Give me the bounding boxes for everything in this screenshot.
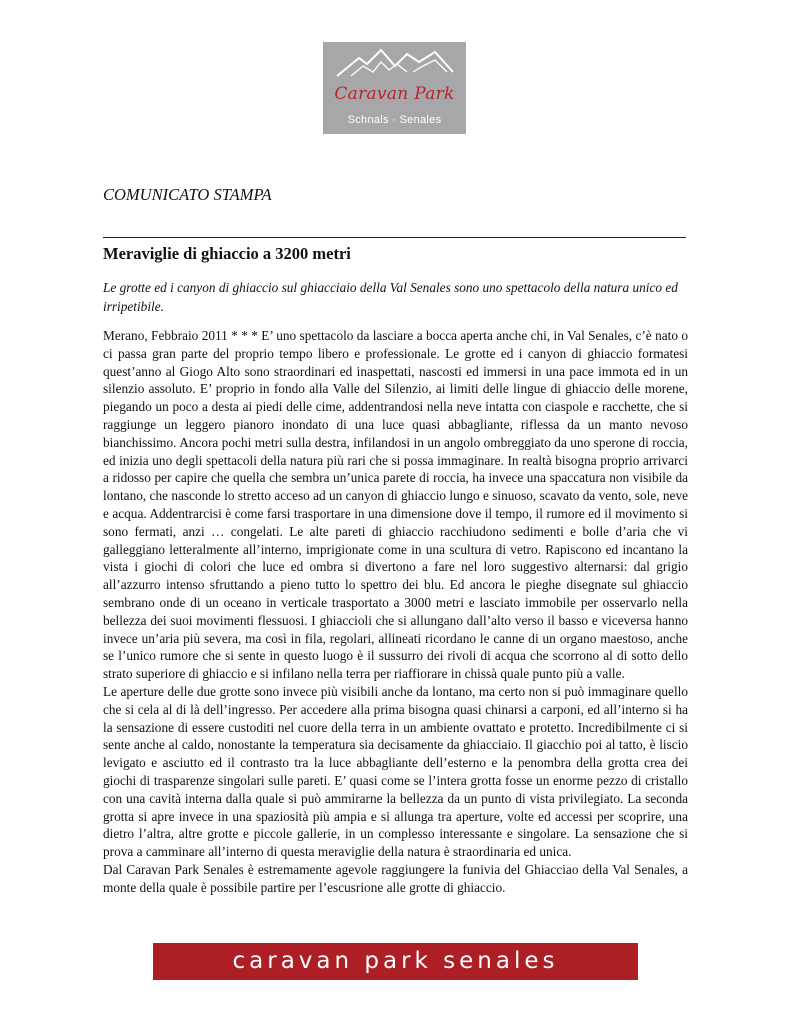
footer-banner [153, 943, 638, 980]
body-paragraph: Dal Caravan Park Senales è estremamente agevole raggiungere la funivia del Ghiacciao della Val Senales, a monte della quale è possibile partire per l’escusrione alle grotte di ghiaccio. [103, 861, 688, 895]
logo-name: Caravan Park [334, 84, 455, 104]
document-subtitle: Le grotte ed i canyon di ghiaccio sul ghiacciaio della Val Senales sono uno spettacolo della natura unico ed irripetibile. [103, 280, 678, 314]
title-divider [103, 237, 686, 238]
body-paragraph: Merano, Febbraio 2011 * * * E’ uno spettacolo da lasciare a bocca aperta anche chi, in Val Senales, c’è nato o ci passa gran parte del proprio tempo libero e professionale. Le grotte ed i canyon di ghiaccio formatesi quest’anno al Giogo Alto sono straordinari ed inaspettati, nascosti ed immersi in una pace immota ed in un silenzio assoluto. E’ proprio in fondo alla Valle del Silenzio, ai limiti delle lingue di ghiaccio delle morene, piegando un poco a desta ai piedi delle cime, addentrandosi nella neve intatta con ciaspole e racchette, che si raggiunge un leggero pianoro inondato di una luce quasi abbagliante, riflessa da un manto nevoso bianchissimo. Ancora pochi metri sulla destra, infilandosi in un angolo ombreggiato da uno sperone di roccia, ed inizia uno degli spettacoli della natura più rari che si possa immaginare. In realtà bisogna proprio arrivarci a ridosso per capire che quella che sembra un’unica parete di roccia, ha invece una spaccatura non visibile da lontano, che nasconde lo stretto acceso ad un canyon di ghiaccio lungo e sinuoso, scavato da vento, sole, neve e acqua. Addentrarcisi è come farsi trasportare in una dimensione dove il tempo, il rumore ed il movimento si sono fermati, anzi … congelati. Le alte pareti di ghiaccio racchiudono sedimenti e bolle d’aria che vi galleggiano letteralmente all’interno, imprigionate come in una scultura di vetro. Rapiscono ed incantano la vista i giochi di colori che luce ed ombra si divertono a fare nel loro suggestivo alternarsi: dal grigio all’azzurro intenso sfruttando a pieno tutto lo spettro dei blu. Ed ancora le pieghe disegnate sul ghiaccio sembrano onde di un oceano in verticale trasportato a 3000 metri e lasciato immobile per osservarlo nella bellezza dei suoi movimenti flessuosi. I ghiaccioli che si allungano dall’alto verso il basso e viceversa hanno invece un’aria più severa, ma così in fila, regolari, allineati ricordano le canne di un organo maestoso, anche se l’unico rumore che si sente in questo luogo è il sussurro dei rivoli di acqua che scorrono al di sotto dello strato superiore di ghiaccio e si infilano nella terra per riaffiorare in chissà quale punto più a valle. [103, 328, 688, 682]
document-type-label: COMUNICATO STAMPA [103, 185, 272, 204]
caravan-park-logo [323, 42, 466, 134]
body-paragraph: Le aperture delle due grotte sono invece più visibili anche da lontano, ma certo non si può immaginare quello che si cela al di là dell’ingresso. Per accedere alla prima bisogna quasi chinarsi a carponi, ed all’interno si ha la sensazione di essere custoditi nel cuore della terra in un ambiente ovattato e protetto. Incredibilmente ci si sente anche al caldo, nonostante la temperatura sia decisamente da ghiacciaio. Il giacchio poi al tatto, è liscio levigato e asciutto ed il contrasto tra la luce abbagliante dell’esterno e la penombra della grotta crea dei giochi di trasparenze singolari sulle pareti. E’ quasi come se l’intera grotta fosse un enorme pezzo di cristallo con una cavità interna dalla quale si può ammirarne la bellezza da un punto di vista privilegiato. La seconda grotta si apre invece in una spaziosità più ampia e si allunga tra aperture, volte ed accessi per scoprire, una dietro l’altra, altre grotte e piccole gallerie, in un complesso interessante e singolare. La sensazione che si prova a camminare all’interno di questa meraviglie della natura è straordinaria ed unica. [103, 683, 688, 860]
document-title: Meraviglie di ghiaccio a 3200 metri [103, 244, 351, 263]
document-body [103, 327, 688, 897]
logo-subtitle: Schnals · Senales [347, 114, 442, 126]
footer-banner-text: caravan park senales [232, 948, 559, 974]
